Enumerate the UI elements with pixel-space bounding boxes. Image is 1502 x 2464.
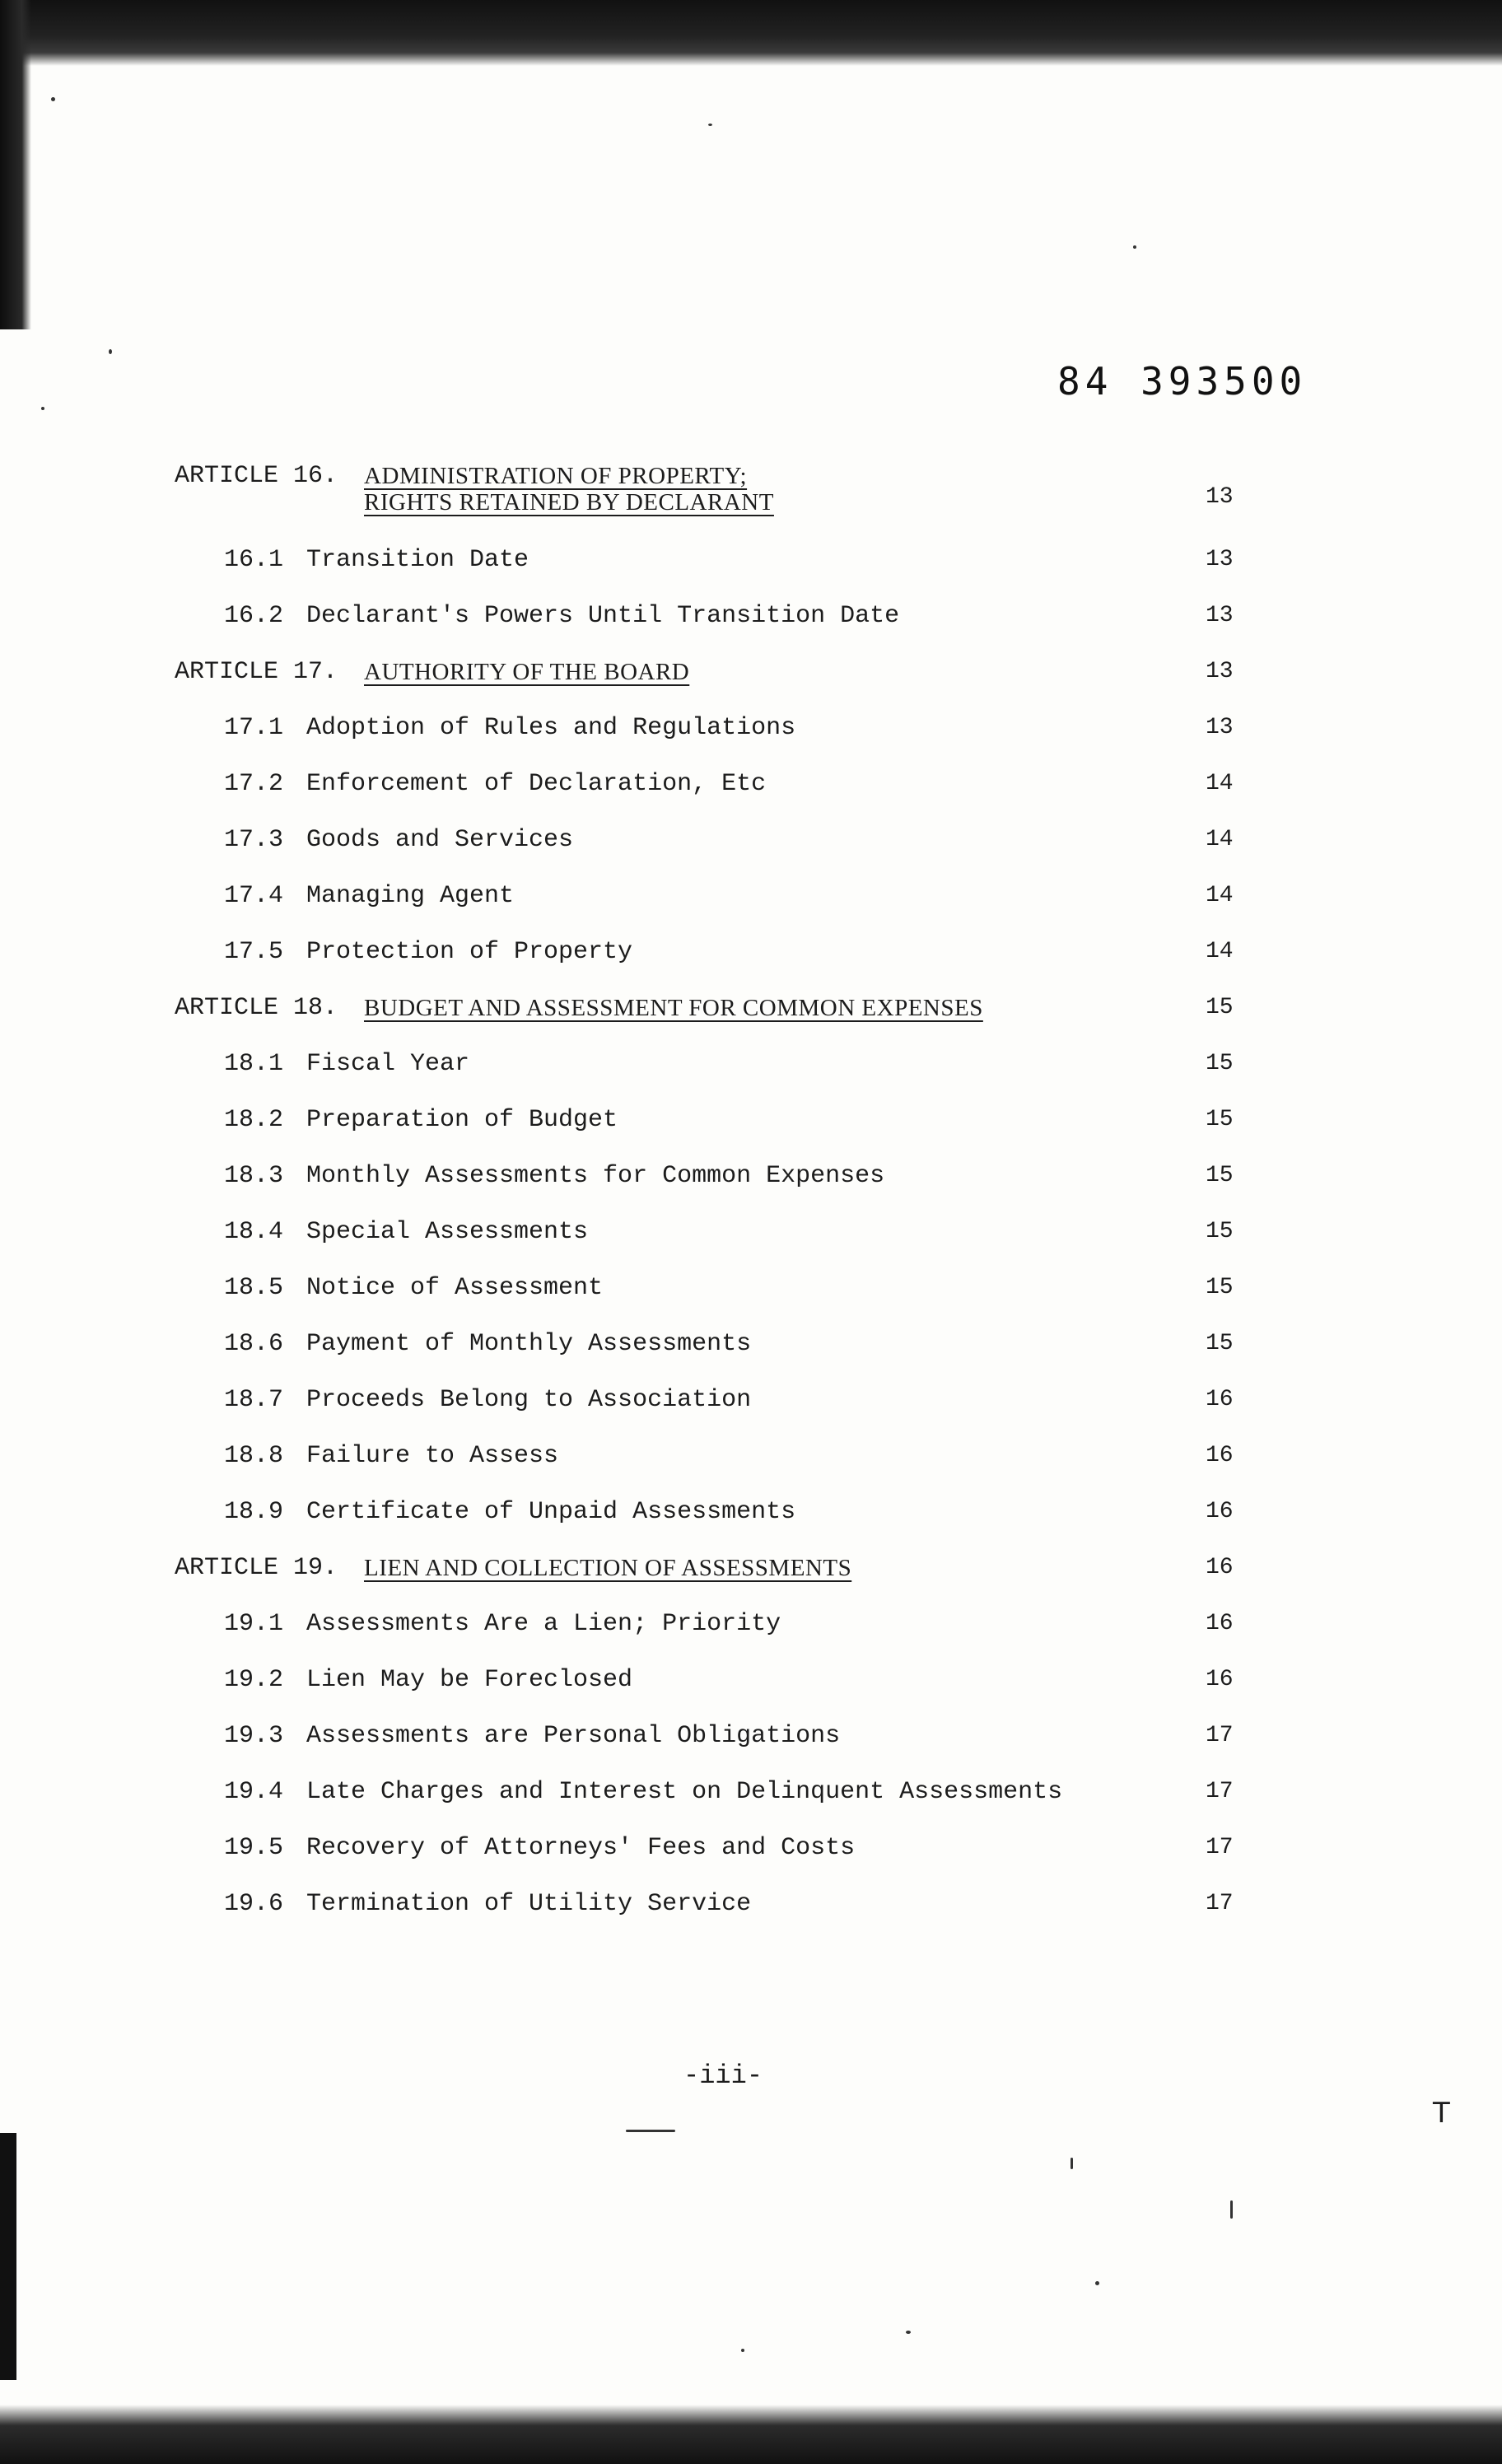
section-number: 17.2 [224,770,284,798]
toc-page-number: 13 [1206,603,1234,628]
toc-page-number: 15 [1206,1275,1234,1300]
section-title: Goods and Services [306,826,574,854]
toc-page-number: 14 [1206,771,1234,796]
section-title: Late Charges and Interest on Delinquent Assessments [306,1778,1063,1806]
scan-speck [626,2130,675,2132]
section-title: Recovery of Attorneys' Fees and Costs [306,1834,856,1862]
scan-edge-bottom [0,2405,1502,2464]
section-number: 18.2 [224,1106,284,1134]
toc-page-number: 16 [1206,1387,1234,1412]
toc-page-number: 14 [1206,827,1234,852]
corner-mark: T [1433,2097,1450,2130]
article-title: AUTHORITY OF THE BOARD [364,659,690,685]
section-title: Termination of Utility Service [306,1890,752,1918]
toc-page-number: 17 [1206,1779,1234,1804]
section-title: Assessments Are a Lien; Priority [306,1610,781,1638]
scan-speck [1071,2158,1073,2169]
page-footer-number: -iii- [683,2060,763,2091]
section-number: 18.9 [224,1498,284,1526]
toc-page-number: 15 [1206,1331,1234,1356]
toc-page-number: 16 [1206,1555,1234,1580]
section-number: 19.6 [224,1890,284,1918]
section-title: Enforcement of Declaration, Etc [306,770,767,798]
scan-speck [1095,2281,1099,2285]
section-number: 19.4 [224,1778,284,1806]
article-title: ADMINISTRATION OF PROPERTY; [364,463,748,489]
article-label: ARTICLE 17. [175,658,338,686]
scan-speck [51,97,55,101]
section-number: 19.3 [224,1722,284,1750]
section-title: Monthly Assessments for Common Expenses [306,1162,885,1190]
article-label: ARTICLE 16. [175,462,338,490]
document-number: 84 393500 [1057,359,1308,404]
toc-page-number: 15 [1206,995,1234,1020]
toc-page-number: 14 [1206,939,1234,964]
section-title: Protection of Property [306,938,633,966]
section-title: Transition Date [306,546,529,574]
section-number: 17.1 [224,714,284,742]
section-title: Proceeds Belong to Association [306,1386,752,1414]
section-title: Notice of Assessment [306,1274,604,1302]
toc-page-number: 14 [1206,883,1234,908]
section-number: 19.1 [224,1610,284,1638]
article-label: ARTICLE 18. [175,994,338,1022]
section-title: Lien May be Foreclosed [306,1666,633,1694]
toc-page-number: 16 [1206,1611,1234,1636]
scan-edge-left-lower [0,2133,16,2380]
scan-speck [109,349,112,354]
section-title: Preparation of Budget [306,1106,618,1134]
article-title: BUDGET AND ASSESSMENT FOR COMMON EXPENSES [364,995,983,1021]
scan-speck [1133,245,1136,249]
toc-page-number: 15 [1206,1219,1234,1244]
toc-page-number: 17 [1206,1723,1234,1748]
section-number: 16.2 [224,602,284,630]
toc-page-number: 13 [1206,547,1234,572]
toc-page-number: 16 [1206,1667,1234,1692]
section-title: Certificate of Unpaid Assessments [306,1498,796,1526]
section-title: Payment of Monthly Assessments [306,1330,752,1358]
section-number: 17.3 [224,826,284,854]
section-number: 17.5 [224,938,284,966]
section-title: Failure to Assess [306,1442,559,1470]
section-number: 18.3 [224,1162,284,1190]
section-title: Assessments are Personal Obligations [306,1722,841,1750]
scan-edge-left [0,0,31,329]
scan-speck [708,124,712,126]
toc-page-number: 15 [1206,1163,1234,1188]
section-number: 18.5 [224,1274,284,1302]
section-title: Adoption of Rules and Regulations [306,714,796,742]
section-title: Declarant's Powers Until Transition Date [306,602,900,630]
section-title: Fiscal Year [306,1050,470,1078]
toc-page-number: 15 [1206,1107,1234,1132]
scan-speck [41,407,44,410]
toc-page-number: 16 [1206,1499,1234,1524]
toc-page-number: 17 [1206,1835,1234,1860]
scan-speck [906,2331,911,2334]
section-number: 18.4 [224,1218,284,1246]
toc-page-number: 13 [1206,659,1234,684]
section-number: 18.8 [224,1442,284,1470]
toc-page-number: 17 [1206,1891,1234,1916]
scan-speck [1230,2200,1233,2219]
section-number: 18.1 [224,1050,284,1078]
toc-page-number: 16 [1206,1443,1234,1468]
scan-edge-top [0,0,1502,66]
toc-page-number: 15 [1206,1051,1234,1076]
section-title: Special Assessments [306,1218,589,1246]
section-number: 19.2 [224,1666,284,1694]
section-title: Managing Agent [306,882,515,910]
section-number: 17.4 [224,882,284,910]
article-title-line2: RIGHTS RETAINED BY DECLARANT [364,489,774,516]
section-number: 19.5 [224,1834,284,1862]
scan-speck [741,2349,744,2352]
section-number: 16.1 [224,546,284,574]
section-number: 18.6 [224,1330,284,1358]
toc-page-number: 13 [1206,715,1234,740]
article-title: LIEN AND COLLECTION OF ASSESSMENTS [364,1555,852,1581]
section-number: 18.7 [224,1386,284,1414]
toc-page-number: 13 [1206,484,1234,510]
article-label: ARTICLE 19. [175,1554,338,1582]
